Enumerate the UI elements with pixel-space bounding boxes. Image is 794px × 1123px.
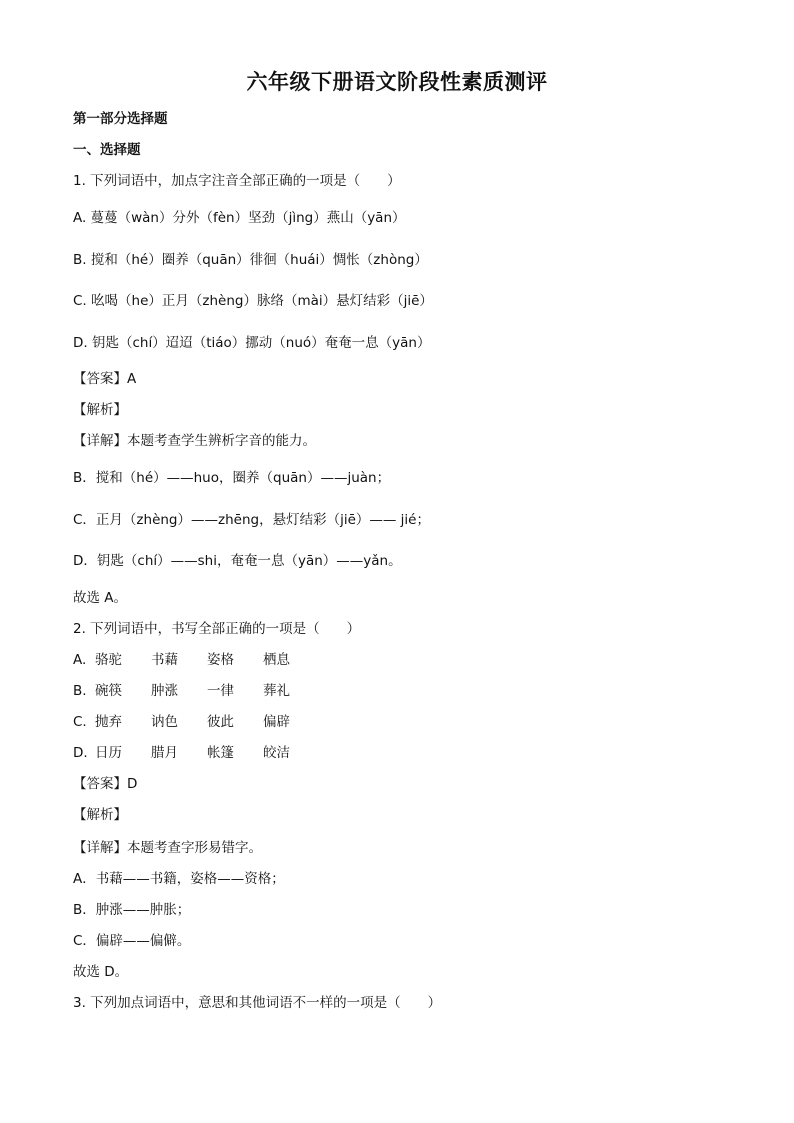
option-word: 书藉 — [151, 652, 178, 668]
option-label: B. — [73, 683, 87, 699]
option-word: 骆驼 — [95, 652, 122, 668]
q1-answer: 【答案】A — [73, 371, 137, 387]
q1-detail: 【详解】本题考查学生辨析字音的能力。 — [73, 433, 316, 449]
option-word: 帐篷 — [207, 745, 234, 761]
q2-conclusion: 故选 D。 — [73, 964, 129, 980]
q1-explain-d: D．钥匙（chí）——shi，奄奄一息（yān）——yǎn。 — [73, 553, 402, 569]
q3-stem: 3. 下列加点词语中，意思和其他词语不一样的一项是（ ） — [73, 995, 442, 1011]
option-word: 姿格 — [207, 652, 234, 668]
q2-explain-b: B．肿涨——肿胀； — [73, 902, 191, 918]
option-label: D. — [73, 745, 88, 761]
q1-option-b: B. 搅和（hé）圈养（quān）徘徊（huái）惆怅（zhòng） — [73, 252, 428, 268]
option-word: 彼此 — [207, 714, 234, 730]
q2-option-b — [73, 682, 319, 700]
page-title: 六年级下册语文阶段性素质测评 — [246, 70, 548, 94]
part-heading: 第一部分选择题 — [73, 111, 168, 127]
option-word: 栖息 — [263, 652, 290, 668]
q1-option-c: C. 吆喝（he）正月（zhèng）脉络（mài）悬灯结彩（jiē） — [73, 293, 433, 309]
q1-stem: 1. 下列词语中，加点字注音全部正确的一项是（ ） — [73, 173, 401, 189]
q1-analysis: 【解析】 — [73, 402, 127, 418]
q1-option-a: A. 蔓蔓（wàn）分外（fèn）坚劲（jìng）燕山（yān） — [73, 210, 406, 226]
option-word: 一律 — [207, 683, 234, 699]
option-label: A. — [73, 652, 87, 668]
q2-option-d — [73, 744, 319, 762]
q2-explain-c: C．偏辟——偏僻。 — [73, 933, 191, 949]
q1-explain-b: B．搅和（hé）——huo，圈养（quān）——juàn； — [73, 470, 391, 486]
q1-option-d: D. 钥匙（chí）迢迢（tiáo）挪动（nuó）奄奄一息（yān） — [73, 335, 431, 351]
option-word: 肿涨 — [151, 683, 178, 699]
option-label: C. — [73, 714, 87, 730]
q2-stem: 2. 下列词语中，书写全部正确的一项是（ ） — [73, 621, 361, 637]
q2-answer: 【答案】D — [73, 776, 138, 792]
q1-explain-c: C．正月（zhèng）——zhēng，悬灯结彩（jiē）—— jié； — [73, 512, 430, 528]
option-word: 日历 — [95, 745, 122, 761]
q2-analysis: 【解析】 — [73, 807, 127, 823]
option-word: 腊月 — [151, 745, 178, 761]
option-word: 葬礼 — [263, 683, 290, 699]
q2-option-c — [73, 713, 319, 731]
option-word: 讷色 — [151, 714, 178, 730]
q2-detail: 【详解】本题考查字形易错字。 — [73, 840, 262, 856]
option-word: 抛弃 — [95, 714, 122, 730]
q1-conclusion: 故选 A。 — [73, 590, 128, 606]
option-word: 偏辟 — [263, 714, 290, 730]
option-word: 碗筷 — [95, 683, 122, 699]
option-word: 皎洁 — [263, 745, 290, 761]
section-heading: 一、选择题 — [73, 142, 141, 158]
q2-option-a — [73, 651, 319, 669]
q2-explain-a: A．书藉——书籍，姿格——资格； — [73, 871, 285, 887]
